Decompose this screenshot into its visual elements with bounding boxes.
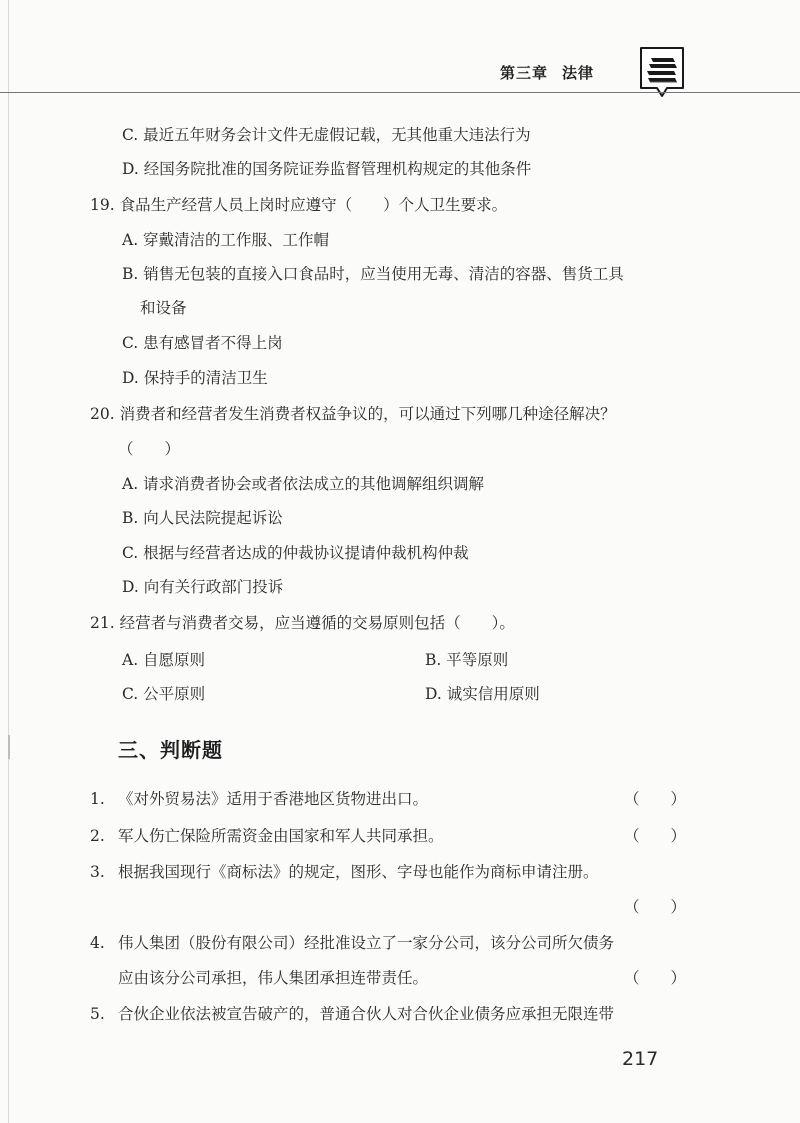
tf-item-2-text: 军人伤亡保险所需资金由国家和军人共同承担。 [118, 827, 444, 845]
q19-stem: 19. 食品生产经营人员上岗时应遵守（ ）个人卫生要求。 [90, 196, 508, 214]
tf-item-5-number: 5. [90, 1005, 105, 1023]
tf-item-5-text: 合伙企业依法被宣告破产的，普通合伙人对合伙企业债务应承担无限连带 [118, 1005, 615, 1023]
chapter-header [500, 62, 630, 83]
q20-option-a: A. 请求消费者协会或者依法成立的其他调解组织调解 [122, 475, 485, 493]
q21-option-c: C. 公平原则 [122, 685, 206, 703]
tf-item-3-answer: （ ） [624, 898, 687, 916]
q20-stem-answer: （ ） [118, 440, 181, 458]
q20-option-c: C. 根据与经营者达成的仲裁协议提请仲裁机构仲裁 [122, 544, 469, 562]
tf-item-4-number: 4. [90, 934, 105, 952]
tf-item-3-text: 根据我国现行《商标法》的规定，图形、字母也能作为商标申请注册。 [118, 863, 599, 881]
tf-item-2-answer: （ ） [624, 827, 687, 845]
tf-item-4-text: 伟人集团（股份有限公司）经批准设立了一家分公司，该分公司所欠债务 [118, 934, 615, 952]
section-title: 三、判断题 [118, 738, 223, 762]
tf-item-1-answer: （ ） [624, 790, 687, 808]
tf-item-4-text-cont: 应由该分公司承担，伟人集团承担连带责任。 [118, 969, 429, 987]
page-left-edge [8, 0, 9, 1123]
q19-option-b: B. 销售无包装的直接入口食品时，应当使用无毒、清洁的容器、售货工具 [122, 265, 624, 283]
page-edge-mark [8, 735, 10, 759]
q21-option-a: A. 自愿原则 [122, 651, 206, 669]
chapter-subject: 法律 [562, 64, 595, 82]
q20-stem: 20. 消费者和经营者发生消费者权益争议的，可以通过下列哪几种途径解决？ [90, 405, 616, 423]
q21-option-d: D. 诚实信用原则 [425, 685, 540, 703]
tf-item-3-number: 3. [90, 863, 105, 881]
q20-option-b: B. 向人民法院提起诉讼 [122, 509, 283, 527]
q19-option-c: C. 患有感冒者不得上岗 [122, 334, 283, 352]
q18-option-d: D. 经国务院批准的国务院证券监督管理机构规定的其他条件 [122, 160, 532, 178]
tf-item-1-number: 1. [90, 790, 105, 808]
q19-option-b-cont: 和设备 [140, 299, 187, 317]
chapter-label: 第三章 [500, 64, 549, 82]
q18-option-c: C. 最近五年财务会计文件无虚假记载，无其他重大违法行为 [122, 126, 531, 144]
q19-option-d: D. 保持手的清洁卫生 [122, 369, 268, 387]
header-rule [0, 92, 800, 93]
tf-item-4-answer: （ ） [624, 969, 687, 987]
q20-option-d: D. 向有关行政部门投诉 [122, 578, 284, 596]
books-icon [639, 46, 685, 98]
tf-item-2-number: 2. [90, 827, 105, 845]
tf-item-1-text: 《对外贸易法》适用于香港地区货物进出口。 [118, 790, 429, 808]
q21-option-b: B. 平等原则 [425, 651, 509, 669]
q21-stem: 21. 经营者与消费者交易，应当遵循的交易原则包括（ ）。 [90, 614, 515, 632]
page-number: 217 [622, 1048, 659, 1070]
q19-option-a: A. 穿戴清洁的工作服、工作帽 [122, 231, 330, 249]
